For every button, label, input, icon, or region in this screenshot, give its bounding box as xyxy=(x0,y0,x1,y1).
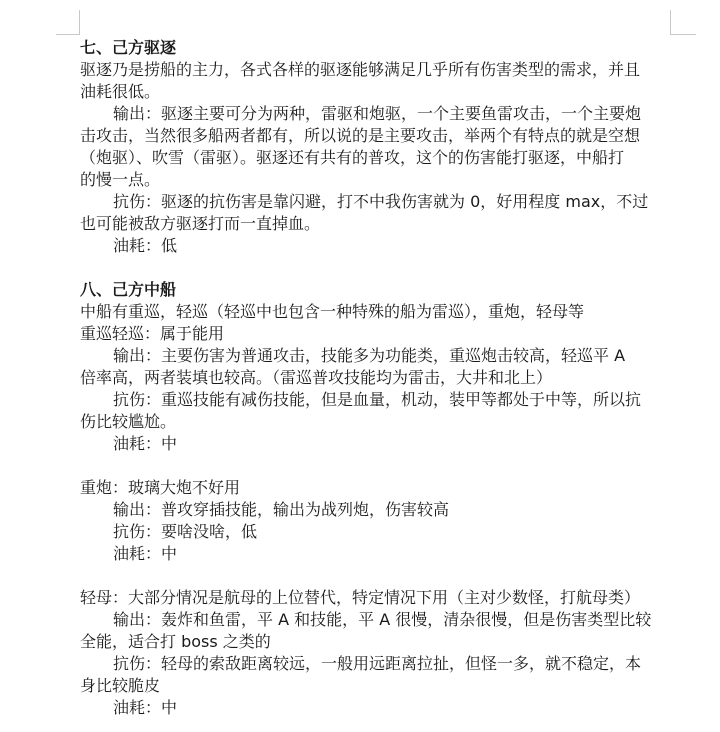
paragraph-line: 全能，适合打 boss 之类的 xyxy=(80,632,271,651)
paragraph-line: 驱逐乃是捞船的主力，各式各样的驱逐能够满足几乎所有伤害类型的需求，并且 xyxy=(80,60,641,79)
margin-corner-mark xyxy=(670,10,671,34)
fuel-line: 油耗：中 xyxy=(113,544,178,563)
paragraph-line: 抗伤：要啥没啥，低 xyxy=(113,522,258,541)
margin-corner-mark xyxy=(79,10,80,34)
fuel-line: 油耗：中 xyxy=(113,698,178,717)
paragraph-line: 抗伤：驱逐的抗伤害是靠闪避，打不中我伤害就为 0，好用程度 max，不过 xyxy=(113,192,649,211)
document-page xyxy=(80,37,680,719)
paragraph-line: 抗伤：轻母的索敌距离较远，一般用远距离拉扯，但怪一多，就不稳定，本 xyxy=(113,654,642,673)
subsection-title: 重巡轻巡：属于能用 xyxy=(80,324,225,343)
paragraph-line: 伤比较尴尬。 xyxy=(80,412,177,431)
paragraph-line: 的慢一点。 xyxy=(80,170,161,189)
blank-line xyxy=(80,565,680,587)
paragraph-line: 输出：普攻穿插技能，输出为战列炮，伤害较高 xyxy=(113,500,450,519)
subsection-title: 轻母：大部分情况是航母的上位替代，特定情况下用（主对少数怪，打航母类） xyxy=(80,588,641,607)
margin-corner-mark xyxy=(56,34,80,35)
paragraph-line: 油耗很低。 xyxy=(80,82,161,101)
blank-line xyxy=(80,455,680,477)
margin-corner-mark xyxy=(670,34,696,35)
paragraph-line: 抗伤：重巡技能有减伤技能，但是血量，机动，装甲等都处于中等，所以抗 xyxy=(113,390,642,409)
paragraph-line: 输出：轰炸和鱼雷，平 A 和技能，平 A 很慢，清杂很慢，但是伤害类型比较 xyxy=(113,610,652,629)
section-heading: 八、己方中船 xyxy=(80,280,177,299)
fuel-line: 油耗：低 xyxy=(113,236,178,255)
paragraph-line: （炮驱）、吹雪（雷驱）。驱逐还有共有的普攻，这个的伤害能打驱逐，中船打 xyxy=(80,148,625,167)
paragraph-line: 输出：驱逐主要可分为两种，雷驱和炮驱，一个主要鱼雷攻击，一个主要炮 xyxy=(113,104,642,123)
paragraph-line: 中船有重巡，轻巡（轻巡中也包含一种特殊的船为雷巡），重炮，轻母等 xyxy=(80,302,585,321)
blank-line xyxy=(80,257,680,279)
paragraph-line: 输出：主要伤害为普通攻击，技能多为功能类，重巡炮击较高，轻巡平 A xyxy=(113,346,626,365)
fuel-line: 油耗：中 xyxy=(113,434,178,453)
paragraph-line: 身比较脆皮 xyxy=(80,676,161,695)
paragraph-line: 倍率高，两者装填也较高。（雷巡普攻技能均为雷击，大井和北上） xyxy=(80,368,553,387)
paragraph-line: 也可能被敌方驱逐打而一直掉血。 xyxy=(80,214,321,233)
paragraph-line: 击攻击，当然很多船两者都有，所以说的是主要攻击，举两个有特点的就是空想 xyxy=(80,126,641,145)
subsection-title: 重炮：玻璃大炮不好用 xyxy=(80,478,241,497)
section-heading: 七、己方驱逐 xyxy=(80,38,177,57)
